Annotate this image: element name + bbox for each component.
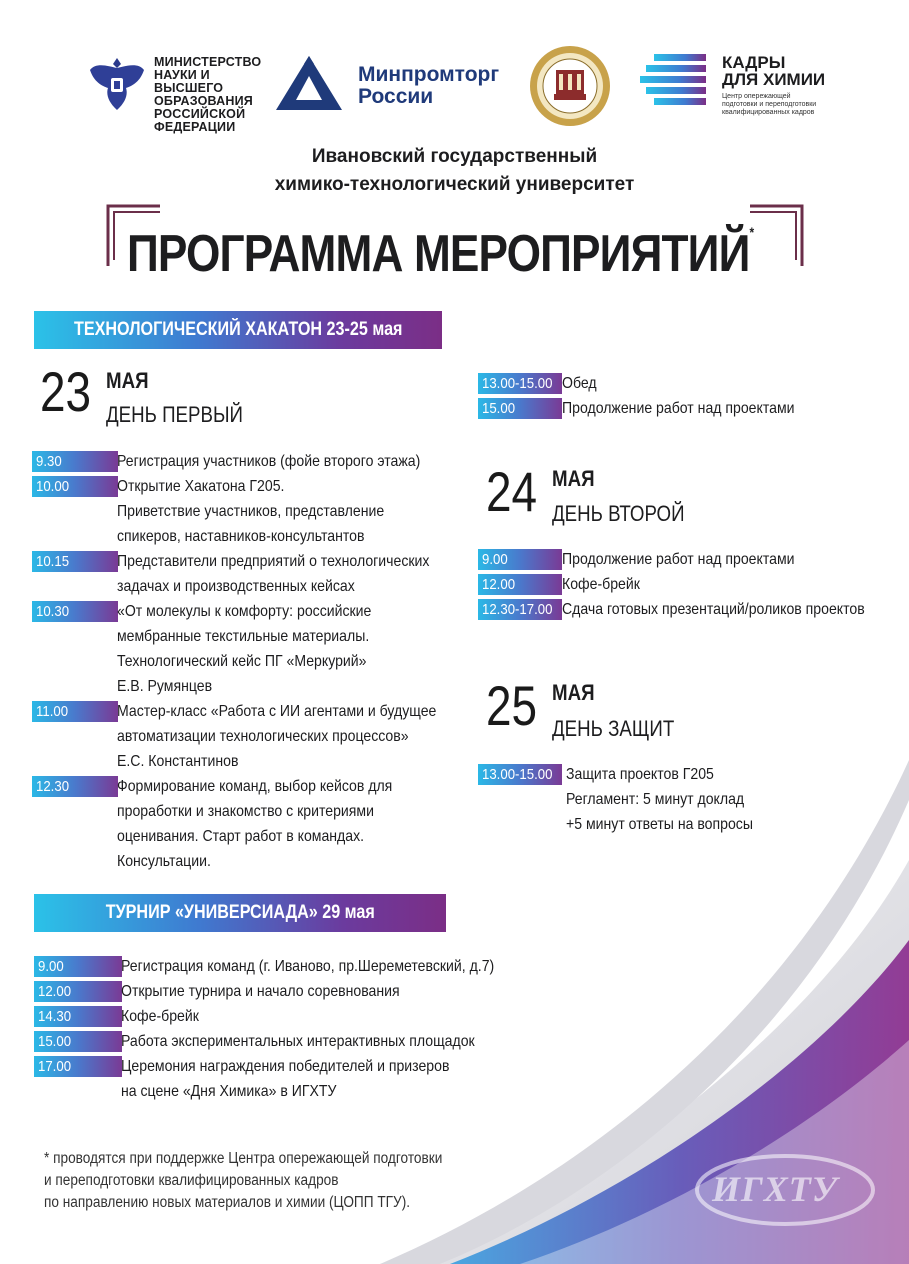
kadry-stripes-icon: [640, 52, 714, 112]
time-badge: [478, 398, 562, 419]
day3-number: 25: [486, 674, 538, 737]
ministry-line-4: РОССИЙСКОЙ: [154, 107, 246, 121]
schedule-item-text: Работа экспериментальных интерактивных площадок: [121, 1033, 475, 1050]
day3-month: МАЯ: [552, 680, 595, 705]
time-badge-text: 15.00: [38, 1033, 72, 1050]
time-badge: [478, 373, 562, 394]
time-badge-text: 17.00: [38, 1058, 72, 1075]
schedule-item-text: задачах и производственных кейсах: [117, 578, 355, 595]
ministry-line-1: МИНИСТЕРСТВО: [154, 55, 262, 69]
logo-ministry-science: [88, 52, 278, 134]
minpromtorg-line-2: России: [358, 85, 434, 108]
schedule-item-text: Регистрация команд (г. Иваново, пр.Шереметевский, д.7): [121, 958, 495, 975]
schedule-item-text: проработки и знакомство с критериями: [117, 803, 374, 820]
schedule-item-text: Регистрация участников (фойе второго этажа): [117, 453, 421, 470]
time-badge: [32, 601, 118, 622]
schedule-item-text: Открытие Хакатона Г205.: [117, 478, 285, 495]
schedule-item-text: автоматизации технологических процессов»: [117, 728, 409, 745]
time-badge: [34, 1031, 122, 1052]
time-badge-text: 9.00: [38, 958, 64, 975]
footnote-line-3: по направлению новых материалов и химии (ЦОПП ТГУ).: [44, 1194, 411, 1211]
schedule-item-text: Мастер-класс «Работа с ИИ агентами и будущее: [117, 703, 437, 720]
kadry-line-1: КАДРЫ: [722, 53, 786, 72]
logo-minpromtorg: [358, 64, 499, 108]
time-badge: [478, 574, 562, 595]
day3-name: ДЕНЬ ЗАЩИТ: [552, 716, 675, 741]
day2-name: ДЕНЬ ВТОРОЙ: [552, 501, 685, 526]
time-badge-text: 14.30: [38, 1008, 72, 1025]
time-badge-text: 12.30-17.00: [482, 601, 553, 618]
schedule-item-text: Сдача готовых презентаций/роликов проектов: [562, 601, 865, 618]
minpromtorg-line-1: Минпромторг: [358, 63, 500, 86]
time-badge: [478, 549, 562, 570]
footnote-line-2: и переподготовки квалифицированных кадров: [44, 1172, 339, 1189]
schedule-item-text: Защита проектов Г205: [566, 766, 714, 783]
schedule-item-text: Продолжение работ над проектами: [562, 551, 795, 568]
time-badge-text: 13.00-15.00: [482, 375, 553, 392]
schedule-item-text: Открытие турнира и начало соревнования: [121, 983, 400, 1000]
schedule-item-text: Кофе-брейк: [121, 1008, 199, 1025]
hackathon-banner-text: ТЕХНОЛОГИЧЕСКИЙ ХАКАТОН 23-25 мая: [73, 319, 403, 340]
day1-month: МАЯ: [106, 368, 149, 393]
schedule-item-text: Церемония награждения победителей и призеров: [121, 1058, 450, 1075]
schedule-item-text: «От молекулы к комфорту: российские: [117, 603, 372, 620]
schedule-item-text: Приветствие участников, представление: [117, 503, 385, 520]
eagle-emblem-icon: [88, 52, 146, 114]
university-line-1: Ивановский государственный: [311, 146, 598, 167]
time-badge-text: 10.15: [36, 553, 70, 570]
ministry-line-5: ФЕДЕРАЦИИ: [154, 120, 236, 134]
schedule-item-text: Консультации.: [117, 853, 211, 870]
time-badge-text: 15.00: [482, 400, 516, 417]
time-badge-text: 9.00: [482, 551, 508, 568]
time-badge: [32, 776, 118, 797]
day1-name: ДЕНЬ ПЕРВЫЙ: [106, 402, 243, 427]
time-badge-text: 13.00-15.00: [482, 766, 553, 783]
ministry-line-3: ОБРАЗОВАНИЯ: [154, 94, 253, 108]
time-badge: [32, 551, 118, 572]
schedule-item-text: Регламент: 5 минут доклад: [566, 791, 745, 808]
schedule-item-text: Технологический кейс ПГ «Меркурий»: [117, 653, 367, 670]
time-badge: [32, 701, 118, 722]
time-badge: [478, 599, 562, 620]
tournament-banner-text: ТУРНИР «УНИВЕРСИАДА» 29 мая: [105, 902, 375, 923]
schedule-item-text: Продолжение работ над проектами: [562, 400, 795, 417]
time-badge-text: 9.30: [36, 453, 62, 470]
time-badge: [478, 764, 562, 785]
kadry-sub-line-1: Центр опережающей: [722, 93, 791, 100]
time-badge-text: 11.00: [36, 703, 69, 720]
ministry-line-2: НАУКИ И ВЫСШЕГО: [154, 68, 224, 95]
schedule-item-text: оценивания. Старт работ в командах.: [117, 828, 365, 845]
tournament-banner: [34, 894, 446, 932]
time-badge: [32, 451, 118, 472]
time-badge: [32, 476, 118, 497]
minpromtorg-triangle-icon: [274, 54, 344, 112]
kadry-line-2: ДЛЯ ХИМИИ: [722, 70, 826, 89]
university-line-2: химико-технологический университет: [274, 174, 635, 195]
page-title: [127, 224, 753, 284]
time-badge: [34, 981, 122, 1002]
kadry-sub-line-2: подготовки и переподготовки: [722, 101, 817, 108]
schedule-item-text: +5 минут ответы на вопросы: [566, 816, 753, 833]
day2-month: МАЯ: [552, 466, 595, 491]
time-badge-text: 12.00: [38, 983, 72, 1000]
schedule-item-text: Обед: [562, 375, 597, 392]
time-badge: [34, 1056, 122, 1077]
time-badge-text: 12.30: [36, 778, 70, 795]
schedule-item-text: Е.В. Румянцев: [117, 678, 213, 695]
schedule-item-text: Кофе-брейк: [562, 576, 640, 593]
time-badge-text: 10.00: [36, 478, 70, 495]
university-seal-icon: [528, 44, 612, 128]
ightu-watermark-logo: [690, 1140, 880, 1230]
schedule-item-text: спикеров, наставников-консультантов: [117, 528, 365, 545]
page-title-text: ПРОГРАММА МЕРОПРИЯТИЙ: [127, 225, 750, 283]
schedule-item-text: Е.С. Константинов: [117, 753, 239, 770]
schedule-item-text: мембранные текстильные материалы.: [117, 628, 370, 645]
footnote: [44, 1148, 442, 1214]
time-badge-text: 10.30: [36, 603, 70, 620]
day1-number: 23: [40, 360, 92, 423]
kadry-sub-line-3: квалифицированных кадров: [722, 109, 815, 116]
logo-kadry: [722, 54, 825, 117]
time-badge: [34, 956, 122, 977]
schedule-item-text: на сцене «Дня Химика» в ИГХТУ: [121, 1083, 337, 1100]
watermark-text: ИГХТУ: [712, 1169, 838, 1209]
day2-number: 24: [486, 460, 538, 523]
hackathon-banner: [34, 311, 442, 349]
schedule-item-text: Формирование команд, выбор кейсов для: [117, 778, 393, 795]
schedule-item-text: Представители предприятий о технологических: [117, 553, 430, 570]
time-badge: [34, 1006, 122, 1027]
title-asterisk: *: [749, 224, 754, 240]
time-badge-text: 12.00: [482, 576, 516, 593]
footnote-line-1: * проводятся при поддержке Центра опережающей подготовки: [44, 1150, 443, 1167]
